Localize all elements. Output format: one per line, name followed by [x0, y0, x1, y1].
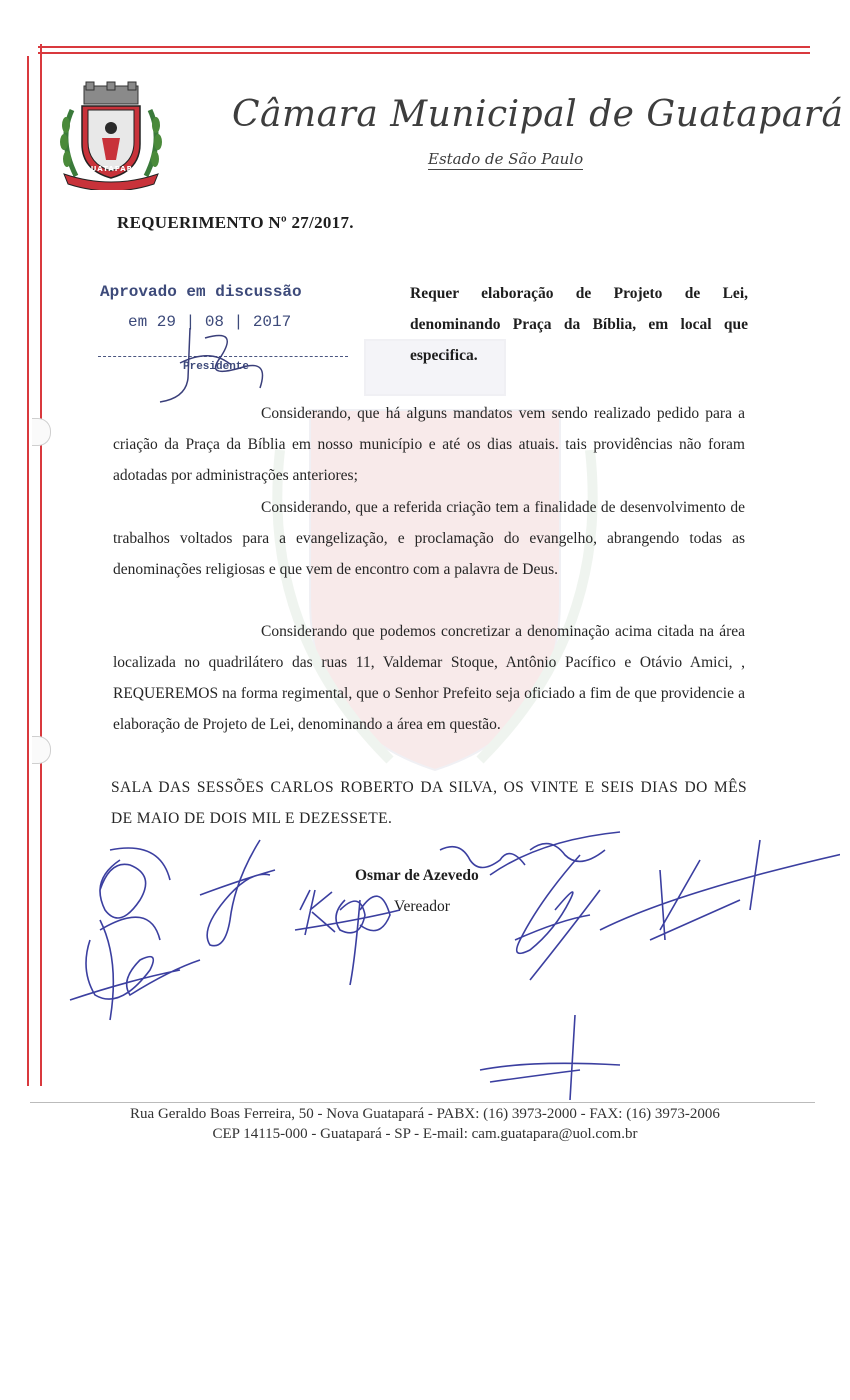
approval-stamp-line1: Aprovado em discussão [100, 283, 302, 301]
signer-role: Vereador [394, 898, 450, 915]
top-red-line-2 [38, 52, 810, 54]
paragraph-1-first: Considerando, que há alguns mandatos vem sendo realizado [261, 405, 651, 422]
paragraph-1 [113, 398, 745, 491]
request-summary: Requer elaboração de Projeto de Lei, denominando Praça da Bíblia, em local que especifica. [410, 285, 748, 364]
paragraph-3 [113, 616, 745, 740]
city-crest-logo [52, 80, 170, 190]
chamber-title: Câmara Municipal de Guatapará [232, 94, 844, 135]
closing-statement: SALA DAS SESSÕES CARLOS ROBERTO DA SILVA, OS VINTE E SEIS DIAS DO MÊS DE MAIO DE DOIS MIL E DEZESSETE. [111, 779, 747, 827]
left-red-line [27, 56, 29, 1086]
punch-hole [32, 736, 51, 764]
footer-address: Rua Geraldo Boas Ferreira, 50 - Nova Guatapará - PABX: (16) 3973-2000 - FAX: (16) 3973-2006 [130, 1106, 720, 1122]
councilor-signatures [60, 820, 840, 1100]
stamp-president-label: Presidente [183, 361, 250, 373]
paragraph-2 [113, 492, 745, 585]
approval-stamp-date: em 29 | 08 | 2017 [128, 313, 292, 331]
paragraph-3-first: Considerando que podemos concretizar a denominação acima [261, 623, 652, 640]
paragraph-2-first: Considerando, que a referida criação tem a finalidade de [261, 499, 616, 516]
signer-name: Osmar de Azevedo [355, 867, 479, 884]
paragraph-3-rest: citada na área localizada no quadrilátero das ruas 11, Valdemar Stoque, Antônio Pacífico e Otávio Amici, , REQUEREMOS na forma regimental, que o Senhor Prefeito seja oficiado a fim de que providencie a elaboração de Projeto de Lei, denominando a área em questão. [113, 623, 746, 733]
crest-banner-text: GUATAPARÁ [84, 165, 140, 173]
left-red-line-2 [40, 44, 42, 1086]
request-number: REQUERIMENTO Nº 27/2017. [117, 213, 354, 232]
footer-divider [30, 1102, 815, 1103]
president-signature [150, 318, 290, 408]
paragraph-1-rest: pedido para a criação da Praça da Bíblia em nosso município e até os dias atuais. tais providências não foram adotadas por administrações anteriores; [113, 405, 746, 484]
footer-contact: CEP 14115-000 - Guatapará - SP - E-mail: cam.guatapara@uol.com.br [212, 1126, 638, 1142]
punch-hole [32, 418, 51, 446]
top-red-line [38, 46, 810, 48]
state-subtitle: Estado de São Paulo [428, 150, 584, 168]
paragraph-2-rest: desenvolvimento de trabalhos voltados para a evangelização, e proclamação do evangelho, abrangendo todas as denominações religiosas e que vem de encontro com a palavra de Deus. [113, 499, 746, 578]
